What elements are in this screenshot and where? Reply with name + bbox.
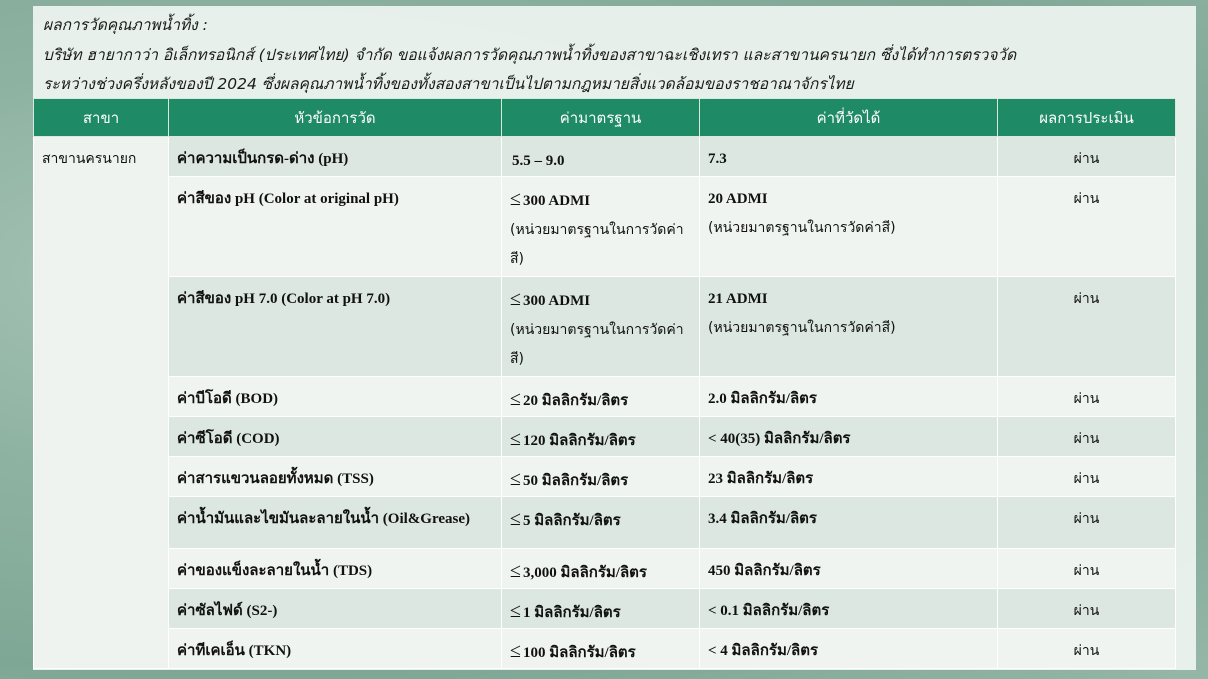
standard-cell bbox=[502, 377, 700, 417]
result-cell bbox=[998, 277, 1176, 377]
less-equal-icon: ≤ bbox=[510, 428, 521, 450]
result-cell bbox=[998, 177, 1176, 277]
less-equal-icon: ≤ bbox=[510, 560, 521, 582]
item-label: ค่าสารแขวนลอยทั้งหมด (TSS) bbox=[177, 471, 374, 487]
table-row bbox=[34, 277, 1176, 377]
measured-value: 23 มิลลิกรัม/ลิตร bbox=[708, 471, 814, 487]
less-equal-icon: ≤ bbox=[510, 508, 521, 530]
measured-cell bbox=[700, 457, 998, 497]
standard-cell bbox=[502, 629, 700, 669]
standard-note: (หน่วยมาตรฐานในการวัดค่าสี) bbox=[510, 322, 684, 367]
header-item: หัวข้อการวัด bbox=[169, 99, 502, 137]
result-label: ผ่าน bbox=[1073, 511, 1100, 527]
result-label: ผ่าน bbox=[1073, 151, 1100, 167]
result-cell bbox=[998, 417, 1176, 457]
item-cell bbox=[169, 589, 502, 629]
measured-cell bbox=[700, 497, 998, 549]
standard-cell bbox=[502, 417, 700, 457]
intro-heading: ผลการวัดคุณภาพน้ำทิ้ง : bbox=[43, 16, 208, 34]
item-cell bbox=[169, 457, 502, 497]
result-label: ผ่าน bbox=[1073, 191, 1100, 207]
result-label: ผ่าน bbox=[1073, 471, 1100, 487]
measured-value: 3.4 มิลลิกรัม/ลิตร bbox=[708, 511, 817, 527]
measured-cell bbox=[700, 177, 998, 277]
result-label: ผ่าน bbox=[1073, 563, 1100, 579]
item-label: ค่าบีโอดี (BOD) bbox=[177, 391, 279, 407]
item-label: ค่าทีเคเอ็น (TKN) bbox=[177, 643, 292, 659]
table-row bbox=[34, 457, 1176, 497]
measured-value: 2.0 มิลลิกรัม/ลิตร bbox=[708, 391, 817, 407]
less-equal-icon: ≤ bbox=[510, 388, 521, 410]
standard-cell bbox=[502, 549, 700, 589]
table-row bbox=[34, 177, 1176, 277]
measured-cell bbox=[700, 589, 998, 629]
intro-line-1: บริษัท ฮายากาว่า อิเล็กทรอนิกส์ (ประเทศไทย) จำกัด ขอแจ้งผลการวัดคุณภาพน้ำทิ้งของสาขาฉะเชิงเทรา และสาขานครนายก ซึ่งได้ทำการตรวจวัด bbox=[43, 45, 1017, 64]
standard-cell bbox=[502, 457, 700, 497]
item-cell bbox=[169, 137, 502, 177]
measured-note: (หน่วยมาตรฐานในการวัดค่าสี) bbox=[708, 320, 896, 336]
header-result: ผลการประเมิน bbox=[998, 99, 1176, 137]
result-label: ผ่าน bbox=[1073, 603, 1100, 619]
measured-cell bbox=[700, 629, 998, 669]
standard-value: 100 มิลลิกรัม/ลิตร bbox=[522, 645, 636, 661]
measured-cell bbox=[700, 417, 998, 457]
result-cell bbox=[998, 549, 1176, 589]
header-measured: ค่าที่วัดได้ bbox=[700, 99, 998, 137]
result-cell bbox=[998, 629, 1176, 669]
item-label: ค่าสีของ pH (Color at original pH) bbox=[177, 191, 399, 207]
measured-value: < 0.1 มิลลิกรัม/ลิตร bbox=[708, 603, 830, 619]
measured-note: (หน่วยมาตรฐานในการวัดค่าสี) bbox=[708, 220, 896, 236]
standard-value: 5 มิลลิกรัม/ลิตร bbox=[522, 513, 621, 529]
result-label: ผ่าน bbox=[1073, 643, 1100, 659]
standard-note: (หน่วยมาตรฐานในการวัดค่าสี) bbox=[510, 222, 684, 267]
branch-cell bbox=[34, 137, 169, 669]
measured-value: 20 ADMI bbox=[708, 191, 768, 207]
result-cell bbox=[998, 457, 1176, 497]
table-row bbox=[34, 589, 1176, 629]
standard-cell bbox=[502, 177, 700, 277]
item-cell bbox=[169, 417, 502, 457]
measured-cell bbox=[700, 377, 998, 417]
result-cell bbox=[998, 137, 1176, 177]
item-label: ค่าซีโอดี (COD) bbox=[177, 431, 280, 447]
header-branch: สาขา bbox=[34, 99, 169, 137]
measured-value: 7.3 bbox=[708, 151, 727, 167]
less-equal-icon: ≤ bbox=[510, 600, 521, 622]
table-body bbox=[34, 137, 1176, 669]
table-row bbox=[34, 497, 1176, 549]
standard-cell bbox=[502, 497, 700, 549]
branch-label: สาขานครนายก bbox=[42, 151, 137, 167]
less-equal-icon: ≤ bbox=[510, 468, 521, 490]
item-label: ค่าซัลไฟด์ (S2-) bbox=[177, 603, 278, 619]
result-cell bbox=[998, 589, 1176, 629]
standard-value: 120 มิลลิกรัม/ลิตร bbox=[522, 433, 636, 449]
table-row bbox=[34, 377, 1176, 417]
standard-cell bbox=[502, 589, 700, 629]
result-cell bbox=[998, 497, 1176, 549]
measured-cell bbox=[700, 277, 998, 377]
item-label: ค่าสีของ pH 7.0 (Color at pH 7.0) bbox=[177, 291, 391, 307]
table-row bbox=[34, 629, 1176, 669]
result-label: ผ่าน bbox=[1073, 431, 1100, 447]
standard-value: 1 มิลลิกรัม/ลิตร bbox=[522, 605, 621, 621]
standard-cell bbox=[502, 277, 700, 377]
item-cell bbox=[169, 177, 502, 277]
measured-cell bbox=[700, 549, 998, 589]
table-row bbox=[34, 417, 1176, 457]
table-header-row bbox=[34, 99, 1176, 137]
item-cell bbox=[169, 549, 502, 589]
item-cell bbox=[169, 277, 502, 377]
table-row bbox=[34, 549, 1176, 589]
standard-value: 3,000 มิลลิกรัม/ลิตร bbox=[522, 565, 647, 581]
result-label: ผ่าน bbox=[1073, 391, 1100, 407]
wastewater-quality-table bbox=[33, 98, 1176, 669]
item-cell bbox=[169, 629, 502, 669]
standard-value: 5.5 – 9.0 bbox=[512, 153, 565, 169]
measured-value: < 40(35) มิลลิกรัม/ลิตร bbox=[708, 431, 851, 447]
item-cell bbox=[169, 497, 502, 549]
measured-value: 450 มิลลิกรัม/ลิตร bbox=[708, 563, 821, 579]
item-label: ค่าน้ำมันและไขมันละลายในน้ำ (Oil&Grease) bbox=[177, 511, 470, 527]
intro-line-2: ระหว่างช่วงครึ่งหลังของปี 2024 ซึ่งผลคุณภาพน้ำทิ้งของทั้งสองสาขาเป็นไปตามกฎหมายสิ่งแวดล้อมของราชอาณาจักรไทย bbox=[43, 75, 854, 93]
item-cell bbox=[169, 377, 502, 417]
result-cell bbox=[998, 377, 1176, 417]
table-row bbox=[34, 137, 1176, 177]
header-standard: ค่ามาตรฐาน bbox=[502, 99, 700, 137]
standard-value: 300 ADMI bbox=[522, 193, 591, 209]
less-equal-icon: ≤ bbox=[510, 640, 521, 662]
intro-text bbox=[43, 11, 1193, 100]
standard-value: 50 มิลลิกรัม/ลิตร bbox=[522, 473, 629, 489]
standard-value: 300 ADMI bbox=[522, 293, 591, 309]
standard-value: 20 มิลลิกรัม/ลิตร bbox=[522, 393, 629, 409]
item-label: ค่าความเป็นกรด-ด่าง (pH) bbox=[177, 151, 349, 167]
measured-cell bbox=[700, 137, 998, 177]
measured-value: 21 ADMI bbox=[708, 291, 768, 307]
result-label: ผ่าน bbox=[1073, 291, 1100, 307]
standard-cell bbox=[502, 137, 700, 177]
item-label: ค่าของแข็งละลายในน้ำ (TDS) bbox=[177, 563, 373, 579]
less-equal-icon: ≤ bbox=[510, 188, 521, 210]
measured-value: < 4 มิลลิกรัม/ลิตร bbox=[708, 643, 819, 659]
less-equal-icon: ≤ bbox=[510, 288, 521, 310]
